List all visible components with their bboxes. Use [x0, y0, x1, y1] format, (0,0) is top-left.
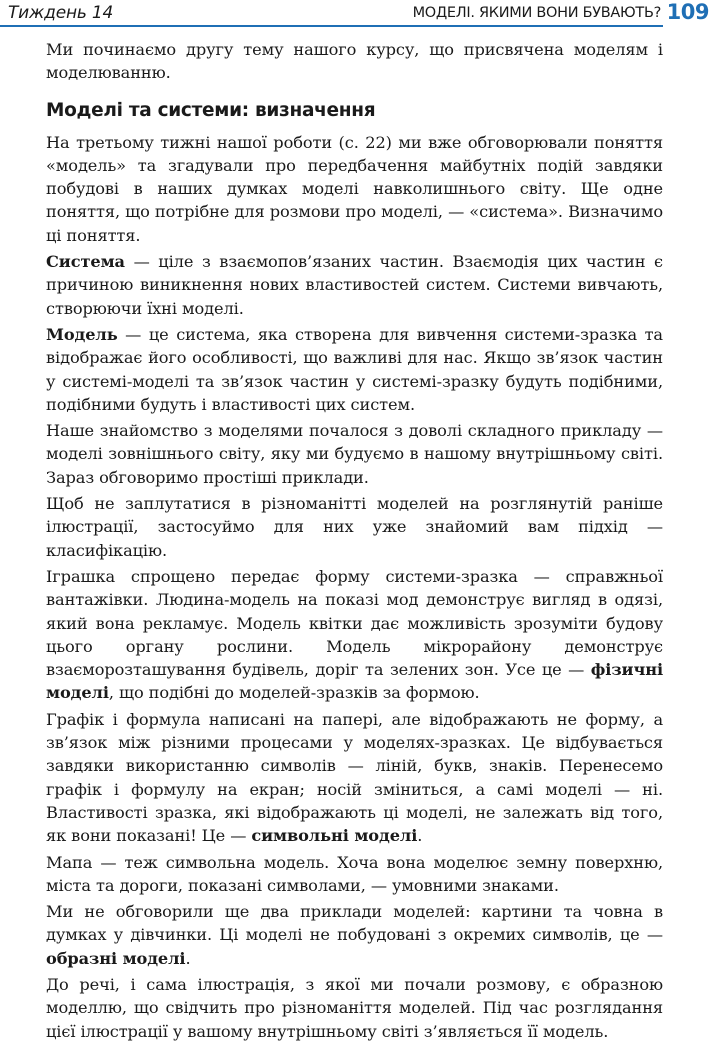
paragraph-image-models	[46, 900, 663, 970]
section-heading: Моделі та системи: визначення	[46, 99, 376, 121]
intro-paragraph	[46, 38, 663, 85]
paragraph-map	[46, 851, 663, 898]
paragraph-10	[46, 973, 663, 1043]
paragraph-physical-models	[46, 565, 663, 705]
page-number: 109	[666, 0, 709, 24]
paragraph-1	[46, 131, 663, 247]
paragraph-5	[46, 492, 663, 562]
chapter-title: МОДЕЛІ. ЯКИМИ ВОНИ БУВАЮТЬ?	[412, 5, 661, 21]
term-symbolic-models: символьні моделі	[251, 826, 418, 846]
paragraph-symbolic-models	[46, 708, 663, 848]
week-label: Тиждень 14	[8, 3, 114, 23]
paragraph-model-definition	[46, 323, 663, 416]
symbolic-models-text: Графік і формула написані на папері, але відображають не форму, а зв’язок між різними процесами у моделях-зразках. Це відбувається завдяки використанню символів — ліній, букв, знаків. Перенесемо графік і формулу на екран; носій зміниться, а самі моделі — ні. Властивості зразка, які відображають ці моделі, не залежать від того, як вони показані! Це —	[46, 709, 663, 846]
symbolic-models-tail: .	[417, 826, 423, 846]
term-model: Модель	[46, 324, 118, 344]
intro-text: Ми починаємо другу тему нашого курсу, що присвячена моделям і моделюванню.	[46, 40, 663, 83]
term-system: Система	[46, 252, 125, 272]
image-models-text: Ми не обговорили ще два приклади моделей: картини та човна в думках у дівчинки. Ці моделі не побудовані з окремих символів, це —	[46, 902, 663, 945]
model-definition-text: — це система, яка створена для вивчення системи-зразка та відображає його особливості, що важливі для нас. Якщо зв’язок частин у системі-моделі та зв’язок частин у системі-зразку будуть подібними, подібними будуть і властивості цих систем.	[46, 324, 663, 414]
term-physical-models: фізичні моделі	[46, 660, 663, 703]
paragraph-5-text: Щоб не заплутатися в різноманітті моделей на розглянутій раніше ілюстрації, застосуймо для них уже знайомий вам підхід — класифікацію.	[46, 494, 663, 560]
header-rule	[0, 25, 663, 27]
paragraph-1-text: На третьому тижні нашої роботи (с. 22) ми вже обговорювали поняття «модель» та згадували про передбачення майбутніх подій завдяки побудові в наших думках моделі навколишнього світу. Ще одне поняття, що потрібне для розмови про моделі, — «система». Визначимо ці поняття.	[46, 132, 663, 245]
paragraph-system-definition	[46, 250, 663, 320]
paragraph-10-text: До речі, і сама ілюстрація, з якої ми почали розмову, є образною моделлю, що свідчить про різноманіття моделей. Під час розглядання цієї ілюстрації у вашому внутрішньому світі з’являється її модель.	[46, 974, 663, 1041]
paragraph-4	[46, 419, 663, 489]
system-definition-text: — ціле з взаємопов’язаних частин. Взаємодія цих частин є причиною виникнення нових властивостей систем. Системи вивчають, створюючи їхні моделі.	[46, 252, 663, 318]
physical-models-text: Іграшка спрощено передає форму системи-зразка — справжньої вантажівки. Людина-модель на показі мод демонструє вигляд в одязі, який вона рекламує. Модель квітки дає можливість зрозуміти будову цього органу рослини. Модель мікрорайону демонструє взаєморозташування будівель, доріг та зелених зон. Усе це —	[46, 566, 663, 680]
term-image-models: образні моделі	[46, 948, 186, 968]
image-models-tail: .	[185, 948, 191, 968]
paragraph-map-text: Мапа — теж символьна модель. Хоча вона моделює земну поверхню, міста та дороги, показані символами, — умовними знаками.	[46, 852, 663, 895]
page-body	[46, 38, 663, 1043]
physical-models-tail: , що подібні до моделей-зразків за формою.	[108, 683, 480, 703]
page-header	[0, 0, 713, 28]
paragraph-4-text: Наше знайомство з моделями почалося з доволі складного прикладу — моделі зовнішнього світу, яку ми будуємо в нашому внутрішньому світі. Зараз обговоримо простіші приклади.	[46, 421, 663, 487]
